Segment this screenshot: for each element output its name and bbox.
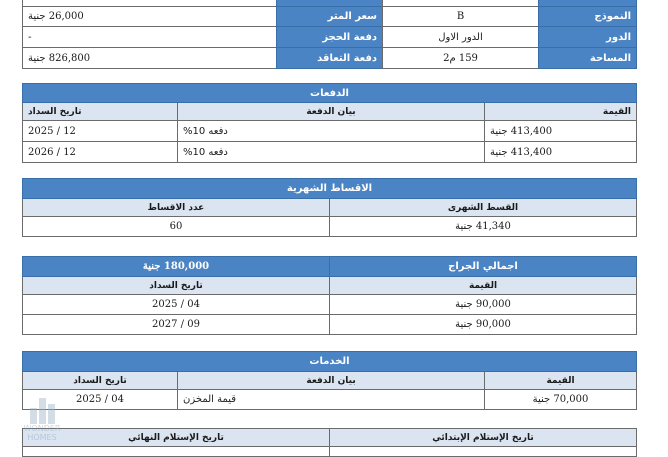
payment-date: 12 / 2026 (23, 142, 178, 163)
meter-price-label: سعر المتر (277, 7, 383, 27)
garage-table (22, 256, 637, 335)
building-logo-icon (22, 394, 62, 424)
garage-amount: 90,000 جنية (330, 295, 637, 315)
floor-label: الدور (539, 27, 637, 48)
services-subheader (23, 372, 637, 390)
service-desc: قيمة المخزن (178, 390, 485, 410)
payments-amount-header: القيمة (485, 103, 637, 121)
garage-title: اجمالي الجراج (330, 257, 637, 277)
service-amount: 70,000 جنية (485, 390, 637, 410)
unit-row-floor (23, 27, 637, 48)
monthly-header: القسط الشهرى (330, 199, 637, 217)
payments-header (23, 84, 637, 103)
monthly-value: 41,340 جنية (330, 217, 637, 237)
garage-amount-header: القيمة (330, 277, 637, 295)
payments-subheader (23, 103, 637, 121)
area-value: 159 م2 (383, 48, 539, 69)
initial-handover-header: تاريخ الإستلام الإبتدائي (330, 429, 637, 447)
reservation-value: - (23, 27, 277, 48)
garage-header (23, 257, 637, 277)
payment-amount: 413,400 جنية (485, 121, 637, 142)
garage-date-header: تاريخ السداد (23, 277, 330, 295)
payments-desc-header: بيان الدفعة (178, 103, 485, 121)
model-value: B (383, 7, 539, 27)
wonder-homes-watermark (22, 394, 62, 450)
table-row (23, 121, 637, 142)
meter-price-value: 26,000 جنية (23, 7, 277, 27)
area-label: المساحة (539, 48, 637, 69)
garage-amount: 90,000 جنية (330, 315, 637, 335)
reservation-label: دفعة الحجز (277, 27, 383, 48)
installments-subheader (23, 199, 637, 217)
floor-value: الدور الاول (383, 27, 539, 48)
services-header (23, 352, 637, 372)
table-row (23, 390, 637, 410)
installments-header (23, 179, 637, 199)
services-desc-header: بيان الدفعة (178, 372, 485, 390)
unit-row-area (23, 48, 637, 69)
garage-total: 180,000 جنية (23, 257, 330, 277)
count-header: عدد الاقساط (23, 199, 330, 217)
table-row (23, 295, 637, 315)
handover-table (22, 428, 637, 457)
count-value: 60 (23, 217, 330, 237)
unit-row-model (23, 7, 637, 27)
final-handover-header: تاريخ الإستلام النهائي (23, 429, 330, 447)
garage-date: 04 / 2025 (23, 295, 330, 315)
payments-table (22, 83, 637, 163)
table-row (23, 217, 637, 237)
watermark-line2: HOMES (27, 433, 57, 442)
services-table (22, 351, 637, 410)
services-title: الخدمات (23, 352, 637, 372)
unit-details-table (22, 0, 637, 69)
payments-date-header: تاريخ السداد (23, 103, 178, 121)
services-date-header: تاريخ السداد (23, 372, 178, 390)
handover-header (23, 429, 637, 447)
payments-title: الدفعات (23, 84, 637, 103)
garage-subheader (23, 277, 637, 295)
payment-date: 12 / 2025 (23, 121, 178, 142)
watermark-line1: WONDER (23, 424, 61, 433)
table-row (23, 315, 637, 335)
garage-date: 09 / 2027 (23, 315, 330, 335)
service-date: 04 / 2025 (23, 390, 178, 410)
contract-label: دفعة التعاقد (277, 48, 383, 69)
payment-amount: 413,400 جنية (485, 142, 637, 163)
contract-value: 826,800 جنية (23, 48, 277, 69)
installments-table (22, 178, 637, 237)
installments-title: الاقساط الشهرية (23, 179, 637, 199)
payment-desc: دفعه 10% (178, 121, 485, 142)
payment-desc: دفعه 10% (178, 142, 485, 163)
model-label: النموذج (539, 7, 637, 27)
services-amount-header: القيمة (485, 372, 637, 390)
table-row (23, 142, 637, 163)
